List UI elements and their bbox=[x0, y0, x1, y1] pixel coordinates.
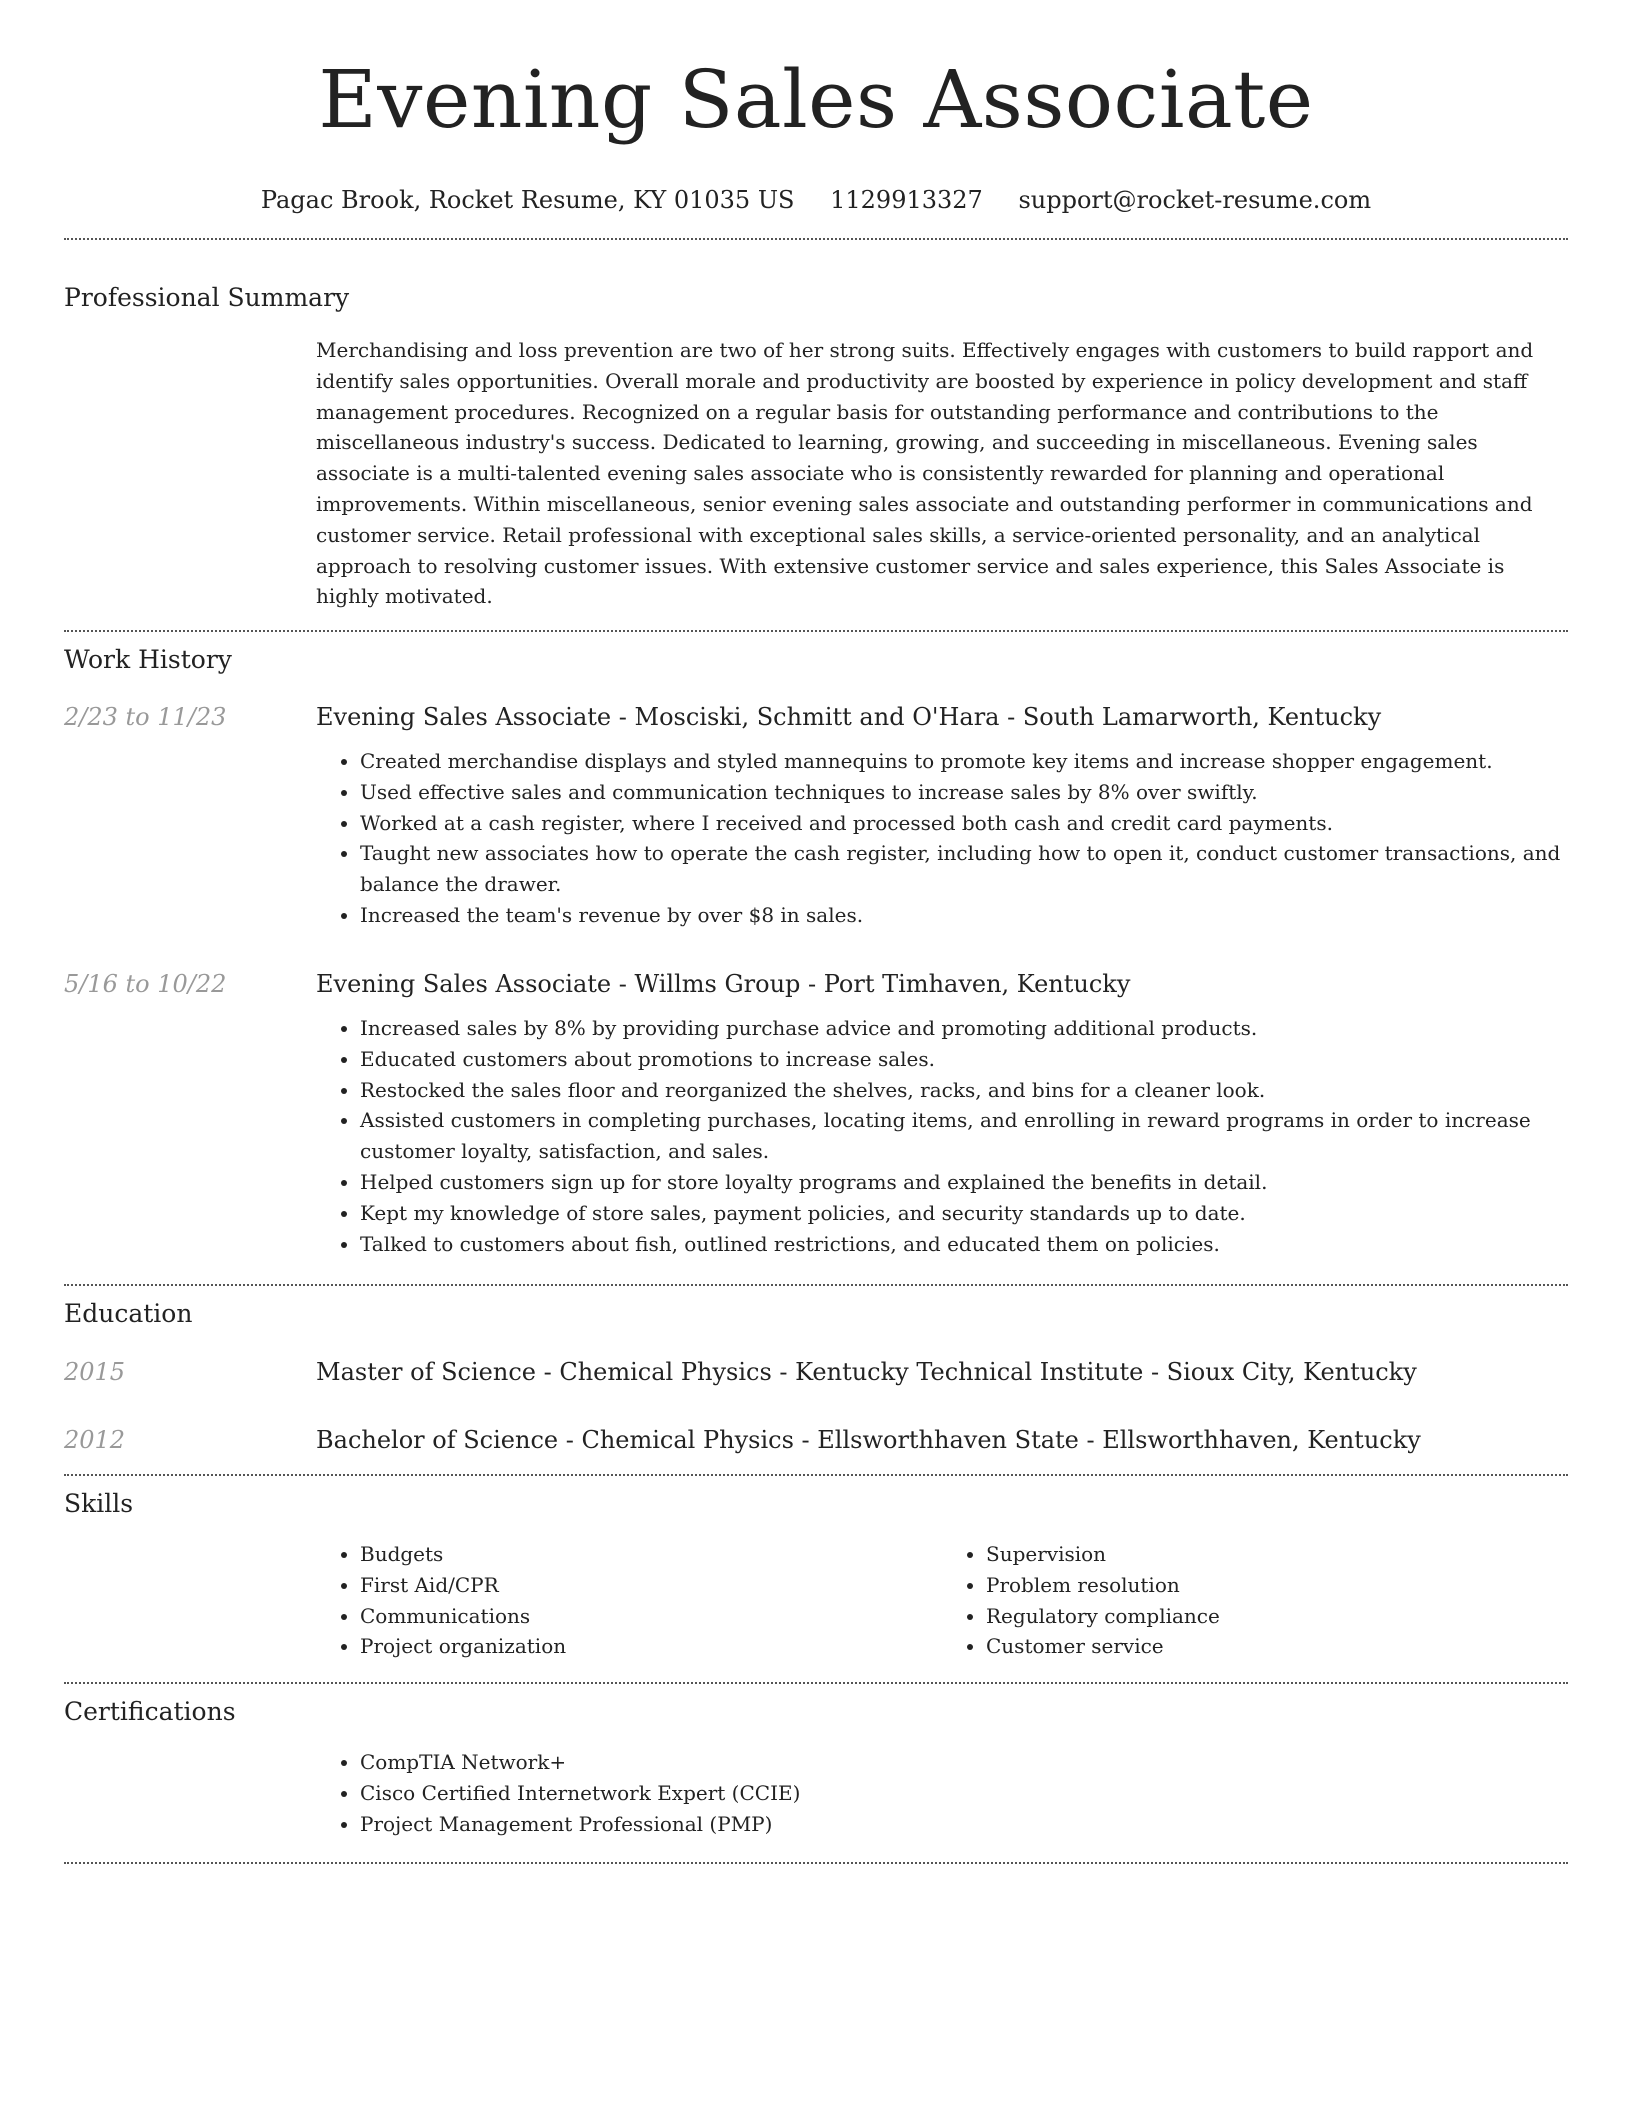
skills-section bbox=[64, 1487, 1568, 1662]
job-bullet: • Restocked the sales floor and reorganized the shelves, racks, and bins for a cleaner look. bbox=[360, 1075, 1568, 1106]
certification-item: • Cisco Certified Internetwork Expert (CCIE) bbox=[360, 1778, 1568, 1809]
certification-item: • CompTIA Network+ bbox=[360, 1747, 1568, 1778]
contact-phone: 1129913327 bbox=[830, 186, 983, 214]
job-bullet: • Worked at a cash register, where I received and processed both cash and credit card payments. bbox=[360, 808, 1568, 839]
contact-address: Pagac Brook, Rocket Resume, KY 01035 US bbox=[260, 186, 795, 214]
job-bullets bbox=[316, 1013, 1568, 1259]
skill-item: • Supervision bbox=[986, 1539, 1568, 1570]
section-title-work-history: Work History bbox=[64, 645, 232, 674]
section-title-education: Education bbox=[64, 1299, 193, 1328]
job-bullet: • Assisted customers in completing purchases, locating items, and enrolling in reward programs in order to increase customer loyalty, satisfaction, and sales. bbox=[360, 1105, 1568, 1167]
certifications-section bbox=[64, 1695, 1568, 1839]
job-bullet: • Helped customers sign up for store loyalty programs and explained the benefits in detail. bbox=[360, 1167, 1568, 1198]
contact-line bbox=[64, 180, 1568, 220]
section-divider bbox=[64, 630, 1568, 632]
skill-item: • Problem resolution bbox=[986, 1570, 1568, 1601]
skill-item: • Regulatory compliance bbox=[986, 1601, 1568, 1632]
job-body bbox=[316, 700, 1568, 931]
education-year: 2015 bbox=[64, 1358, 126, 1386]
job-entry bbox=[64, 967, 1568, 1259]
summary-section bbox=[64, 281, 1568, 612]
job-bullet: • Taught new associates how to operate the cash register, including how to open it, conduct customer transactions, and balance the drawer. bbox=[360, 838, 1568, 900]
job-body bbox=[316, 967, 1568, 1259]
job-dates: 5/16 to 10/22 bbox=[64, 970, 227, 998]
resume-name: Evening Sales Associate bbox=[318, 53, 1314, 146]
education-degree: Master of Science - Chemical Physics - Kentucky Technical Institute - Sioux City, Kentucky bbox=[316, 1358, 1417, 1386]
section-title-certifications: Certifications bbox=[64, 1697, 236, 1726]
skill-item: • Customer service bbox=[986, 1631, 1568, 1662]
certification-item: • Project Management Professional (PMP) bbox=[360, 1809, 1568, 1840]
education-entry bbox=[64, 1355, 1568, 1389]
contact-email: support@rocket-resume.com bbox=[1018, 186, 1372, 214]
skill-item: • Communications bbox=[360, 1601, 942, 1632]
job-bullet: • Educated customers about promotions to increase sales. bbox=[360, 1044, 1568, 1075]
skill-item: • First Aid/CPR bbox=[360, 1570, 942, 1601]
job-title: Evening Sales Associate - Mosciski, Schmitt and O'Hara - South Lamarworth, Kentucky bbox=[316, 703, 1382, 731]
job-title: Evening Sales Associate - Willms Group - Port Timhaven, Kentucky bbox=[316, 970, 1131, 998]
job-bullet: • Increased sales by 8% by providing purchase advice and promoting additional products. bbox=[360, 1013, 1568, 1044]
job-bullet: • Talked to customers about fish, outlined restrictions, and educated them on policies. bbox=[360, 1229, 1568, 1260]
education-section bbox=[64, 1297, 1568, 1331]
job-entry bbox=[64, 700, 1568, 931]
skill-item: • Project organization bbox=[360, 1631, 942, 1662]
skills-list-right bbox=[942, 1539, 1568, 1662]
education-year: 2012 bbox=[64, 1426, 126, 1454]
section-divider bbox=[64, 1474, 1568, 1476]
certifications-list bbox=[316, 1747, 1568, 1839]
section-title-skills: Skills bbox=[64, 1489, 134, 1518]
job-bullet: • Used effective sales and communication techniques to increase sales by 8% over swiftly. bbox=[360, 777, 1568, 808]
job-bullet: • Kept my knowledge of store sales, payment policies, and security standards up to date. bbox=[360, 1198, 1568, 1229]
job-bullet: • Created merchandise displays and styled mannequins to promote key items and increase shopper engagement. bbox=[360, 746, 1568, 777]
certifications-list-wrap bbox=[316, 1747, 1568, 1839]
job-bullet: • Increased the team's revenue by over $8 in sales. bbox=[360, 900, 1568, 931]
section-divider bbox=[64, 1862, 1568, 1864]
job-bullets bbox=[316, 746, 1568, 931]
education-entry bbox=[64, 1423, 1568, 1457]
section-title-summary: Professional Summary bbox=[64, 283, 350, 312]
education-degree: Bachelor of Science - Chemical Physics - Ellsworthhaven State - Ellsworthhaven, Kentucky bbox=[316, 1426, 1421, 1454]
skills-list-left bbox=[316, 1539, 942, 1662]
summary-text: Merchandising and loss prevention are two of her strong suits. Effectively engages with customers to build rapport and identify sales opportunities. Overall morale and productivity are boosted by experience in policy development and staff management procedures. Recognized on a regular basis for outstanding performance and contributions to the miscellaneous industry's success. Dedicated to learning, growing, and succeeding in miscellaneous. Evening sales associate is a multi-talented evening sales associate who is consistently rewarded for planning and operational improvements. Within miscellaneous, senior evening sales associate and outstanding performer in communications and customer service. Retail professional with exceptional sales skills, a service-oriented personality, and an analytical approach to resolving customer issues. With extensive customer service and sales experience, this Sales Associate is highly motivated. bbox=[316, 338, 1534, 609]
skill-item: • Budgets bbox=[360, 1539, 942, 1570]
section-divider bbox=[64, 238, 1568, 240]
section-divider bbox=[64, 1284, 1568, 1286]
job-dates: 2/23 to 11/23 bbox=[64, 703, 227, 731]
skills-columns bbox=[316, 1539, 1568, 1662]
section-divider bbox=[64, 1682, 1568, 1684]
work-history-section bbox=[64, 643, 1568, 677]
